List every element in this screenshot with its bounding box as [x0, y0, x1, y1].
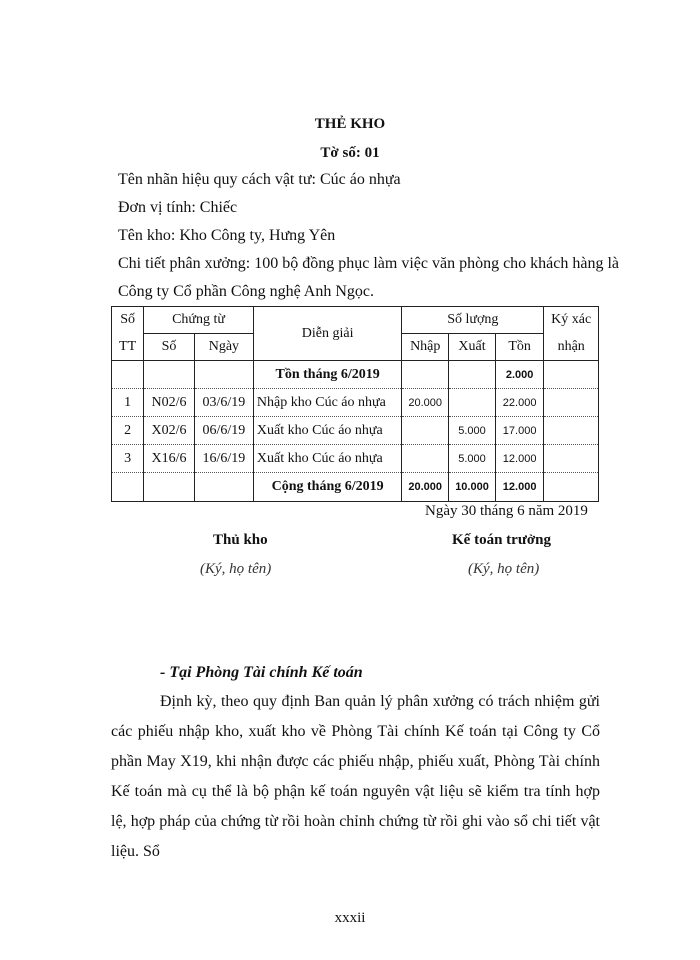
row-stt: 3: [112, 445, 144, 473]
row-voucher-no: X02/6: [144, 417, 195, 445]
header-description: Diễn giải: [253, 307, 401, 361]
opening-no: [144, 361, 195, 389]
storekeeper-note: (Ký, họ tên): [200, 561, 272, 577]
row-voucher-date: 16/6/19: [194, 445, 253, 473]
row-in: [402, 417, 449, 445]
total-balance: 12.000: [495, 473, 543, 502]
row-voucher-date: 06/6/19: [194, 417, 253, 445]
card-title: THẺ KHO: [314, 116, 386, 132]
row-description: Xuất kho Cúc áo nhựa: [253, 417, 401, 445]
storekeeper-title: Thủ kho: [213, 532, 268, 548]
chief-accountant-note: (Ký, họ tên): [468, 561, 540, 577]
item-name-line: Tên nhãn hiệu quy cách vật tư: Cúc áo nhựa: [118, 171, 401, 188]
row-sign: [544, 445, 599, 473]
header-sign-2: nhận: [544, 334, 599, 361]
total-in: 20.000: [402, 473, 449, 502]
chief-accountant-title: Kế toán trưởng: [452, 532, 551, 548]
header-voucher-date: Ngày: [194, 334, 253, 361]
opening-out: [449, 361, 496, 389]
header-row-1: [112, 307, 599, 334]
opening-row: [112, 361, 599, 389]
header-voucher-no: Số: [144, 334, 195, 361]
opening-date: [194, 361, 253, 389]
row-voucher-no: X16/6: [144, 445, 195, 473]
row-description: Xuất kho Cúc áo nhựa: [253, 445, 401, 473]
row-balance: 12.000: [495, 445, 543, 473]
total-date: [194, 473, 253, 502]
header-quantity: Số lượng: [402, 307, 544, 334]
header-balance: Tồn: [495, 334, 543, 361]
table-row: [112, 445, 599, 473]
header-in: Nhập: [402, 334, 449, 361]
workshop-line-2: Công ty Cổ phần Công nghệ Anh Ngọc.: [118, 283, 374, 300]
page-number: xxxii: [334, 910, 366, 926]
signature-date: Ngày 30 tháng 6 năm 2019: [425, 503, 588, 519]
row-out: [449, 389, 496, 417]
stock-card-table: [111, 306, 599, 502]
row-in: 20.000: [402, 389, 449, 417]
header-voucher: Chứng từ: [144, 307, 254, 334]
header-out: Xuất: [449, 334, 496, 361]
row-description: Nhập kho Cúc áo nhựa: [253, 389, 401, 417]
row-in: [402, 445, 449, 473]
card-number: Tờ số: 01: [320, 145, 380, 161]
total-row: [112, 473, 599, 502]
opening-stt: [112, 361, 144, 389]
warehouse-line: Tên kho: Kho Công ty, Hưng Yên: [118, 227, 336, 244]
total-label: Cộng tháng 6/2019: [253, 473, 401, 502]
row-sign: [544, 417, 599, 445]
table-row: [112, 417, 599, 445]
section-heading: - Tại Phòng Tài chính Kế toán: [160, 664, 363, 681]
table-row: [112, 389, 599, 417]
row-voucher-date: 03/6/19: [194, 389, 253, 417]
row-sign: [544, 389, 599, 417]
total-out: 10.000: [449, 473, 496, 502]
row-balance: 22.000: [495, 389, 543, 417]
row-balance: 17.000: [495, 417, 543, 445]
opening-label: Tồn tháng 6/2019: [253, 361, 401, 389]
row-voucher-no: N02/6: [144, 389, 195, 417]
row-out: 5.000: [449, 417, 496, 445]
total-sign: [544, 473, 599, 502]
row-stt: 2: [112, 417, 144, 445]
section-paragraph: Định kỳ, theo quy định Ban quản lý phân xưởng có trách nhiệm gửi các phiếu nhập kho, xuất kho về Phòng Tài chính Kế toán tại Công ty Cổ phần May X19, khi nhận được các phiếu nhập, phiếu xuất, Phòng Tài chính Kế toán mà cụ thể là bộ phận kế toán nguyên vật liệu sẽ kiểm tra tính hợp lệ, hợp pháp của chứng từ rồi hoàn chỉnh chứng từ rồi ghi vào sổ chi tiết vật liệu. Sổ: [111, 693, 600, 860]
opening-sign: [544, 361, 599, 389]
unit-line: Đơn vị tính: Chiếc: [118, 199, 238, 216]
row-out: 5.000: [449, 445, 496, 473]
header-stt-1: Số: [112, 307, 144, 334]
row-stt: 1: [112, 389, 144, 417]
total-no: [144, 473, 195, 502]
header-stt-2: TT: [112, 334, 144, 361]
header-sign-1: Ký xác: [544, 307, 599, 334]
opening-in: [402, 361, 449, 389]
workshop-line-1: Chi tiết phân xưởng: 100 bộ đồng phục làm việc văn phòng cho khách hàng là: [118, 255, 620, 272]
opening-balance: 2.000: [495, 361, 543, 389]
total-stt: [112, 473, 144, 502]
